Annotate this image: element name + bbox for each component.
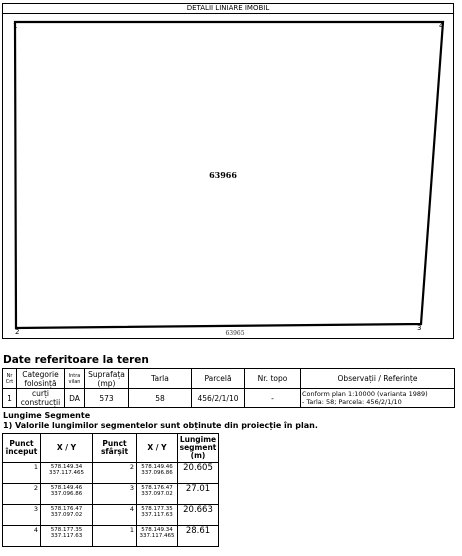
cell-end-point: 2 — [93, 463, 137, 484]
cell-end-coords — [137, 526, 178, 547]
cell-end-point: 4 — [93, 505, 137, 526]
neighbor-parcel-label: 63965 — [225, 330, 245, 337]
col-header-intravilan: Intra vilan — [65, 369, 85, 389]
table-row — [3, 389, 455, 408]
point-label-2: 2 — [15, 328, 20, 336]
cell-start-coords — [41, 526, 93, 547]
coord-x: 578.149.46 — [141, 464, 173, 470]
col-header-suprafata: Suprafața (mp) — [85, 369, 129, 389]
cell-length: 28.61 — [178, 526, 219, 547]
cell-end-coords — [137, 505, 178, 526]
col-header-observatii: Observații / Referințe — [301, 369, 455, 389]
col-header-tarla: Tarla — [129, 369, 192, 389]
plan-header: DETALII LINIARE IMOBIL — [3, 4, 453, 14]
coord-x: 578.176.47 — [141, 485, 173, 491]
obs-line-2: - Tarla: 58; Parcela: 456/2/1/10 — [302, 398, 402, 406]
col-header-xy-end: X / Y — [137, 434, 178, 463]
segments-title: Lungime Segmente — [3, 411, 91, 420]
cell-suprafata: 573 — [85, 389, 129, 408]
cell-start-coords — [41, 484, 93, 505]
cell-end-coords — [137, 484, 178, 505]
coord-y: 337.096.86 — [50, 491, 83, 497]
cell-intravilan: DA — [65, 389, 85, 408]
coord-y: 337.097.02 — [141, 491, 173, 497]
col-header-parcela: Parcelă — [192, 369, 245, 389]
coord-y: 337.097.02 — [50, 512, 83, 518]
coord-y: 337.096.86 — [141, 470, 173, 476]
col-header-start: Punct început — [3, 434, 41, 463]
col-header-nr-topo: Nr. topo — [245, 369, 301, 389]
cell-start-coords — [41, 463, 93, 484]
land-table-header-row — [3, 369, 455, 389]
coord-x: 578.149.34 — [50, 464, 83, 470]
segments-note: 1) Valorile lungimilor segmentelor sunt obținute din proiecție în plan. — [3, 421, 318, 430]
coord-y: 337.117.63 — [50, 533, 83, 539]
col-header-xy-start: X / Y — [41, 434, 93, 463]
col-header-categorie: Categorie folosință — [17, 369, 65, 389]
land-data-table — [2, 368, 455, 408]
point-label-3: 3 — [417, 324, 422, 332]
cell-start-point: 3 — [3, 505, 41, 526]
col-header-end: Punct sfârșit — [93, 434, 137, 463]
cell-start-point: 4 — [3, 526, 41, 547]
coord-y: 337.117.465 — [49, 470, 84, 476]
cell-start-coords — [41, 505, 93, 526]
col-header-length: Lungime segment (m) — [178, 434, 219, 463]
cell-end-coords — [137, 463, 178, 484]
coord-x: 578.149.34 — [141, 527, 173, 533]
cell-start-point: 1 — [3, 463, 41, 484]
table-row — [3, 526, 219, 547]
cell-start-point: 2 — [3, 484, 41, 505]
cell-end-point: 1 — [93, 526, 137, 547]
cell-nr-topo: - — [245, 389, 301, 408]
cell-observatii — [301, 389, 455, 408]
obs-line-1: Conform plan 1:10000 (varianta 1989) — [302, 390, 428, 398]
table-row — [3, 463, 219, 484]
land-data-title: Date referitoare la teren — [3, 354, 149, 366]
cell-nr: 1 — [3, 389, 17, 408]
parcel-plan — [2, 3, 454, 339]
col-header-nr: Nr Crt — [3, 369, 17, 389]
cell-length: 20.663 — [178, 505, 219, 526]
cell-end-point: 3 — [93, 484, 137, 505]
coord-y: 337.117.465 — [139, 533, 175, 539]
point-label-4: 4 — [439, 22, 444, 30]
parcel-plan-drawing — [3, 4, 455, 340]
coord-y: 337.117.63 — [141, 512, 173, 518]
coord-x: 578.176.47 — [50, 506, 83, 512]
table-row — [3, 484, 219, 505]
cell-categorie: curți construcții — [17, 389, 65, 408]
coord-x: 578.177.35 — [141, 506, 173, 512]
coord-x: 578.149.46 — [50, 485, 83, 491]
segments-table — [2, 433, 219, 547]
cell-parcela: 456/2/1/10 — [192, 389, 245, 408]
parcel-id-label: 63966 — [209, 170, 237, 180]
coord-x: 578.177.35 — [50, 527, 83, 533]
segments-header-row — [3, 434, 219, 463]
cell-length: 27.01 — [178, 484, 219, 505]
cell-length: 20.605 — [178, 463, 219, 484]
cell-tarla: 58 — [129, 389, 192, 408]
table-row — [3, 505, 219, 526]
point-label-1: 1 — [13, 22, 18, 30]
